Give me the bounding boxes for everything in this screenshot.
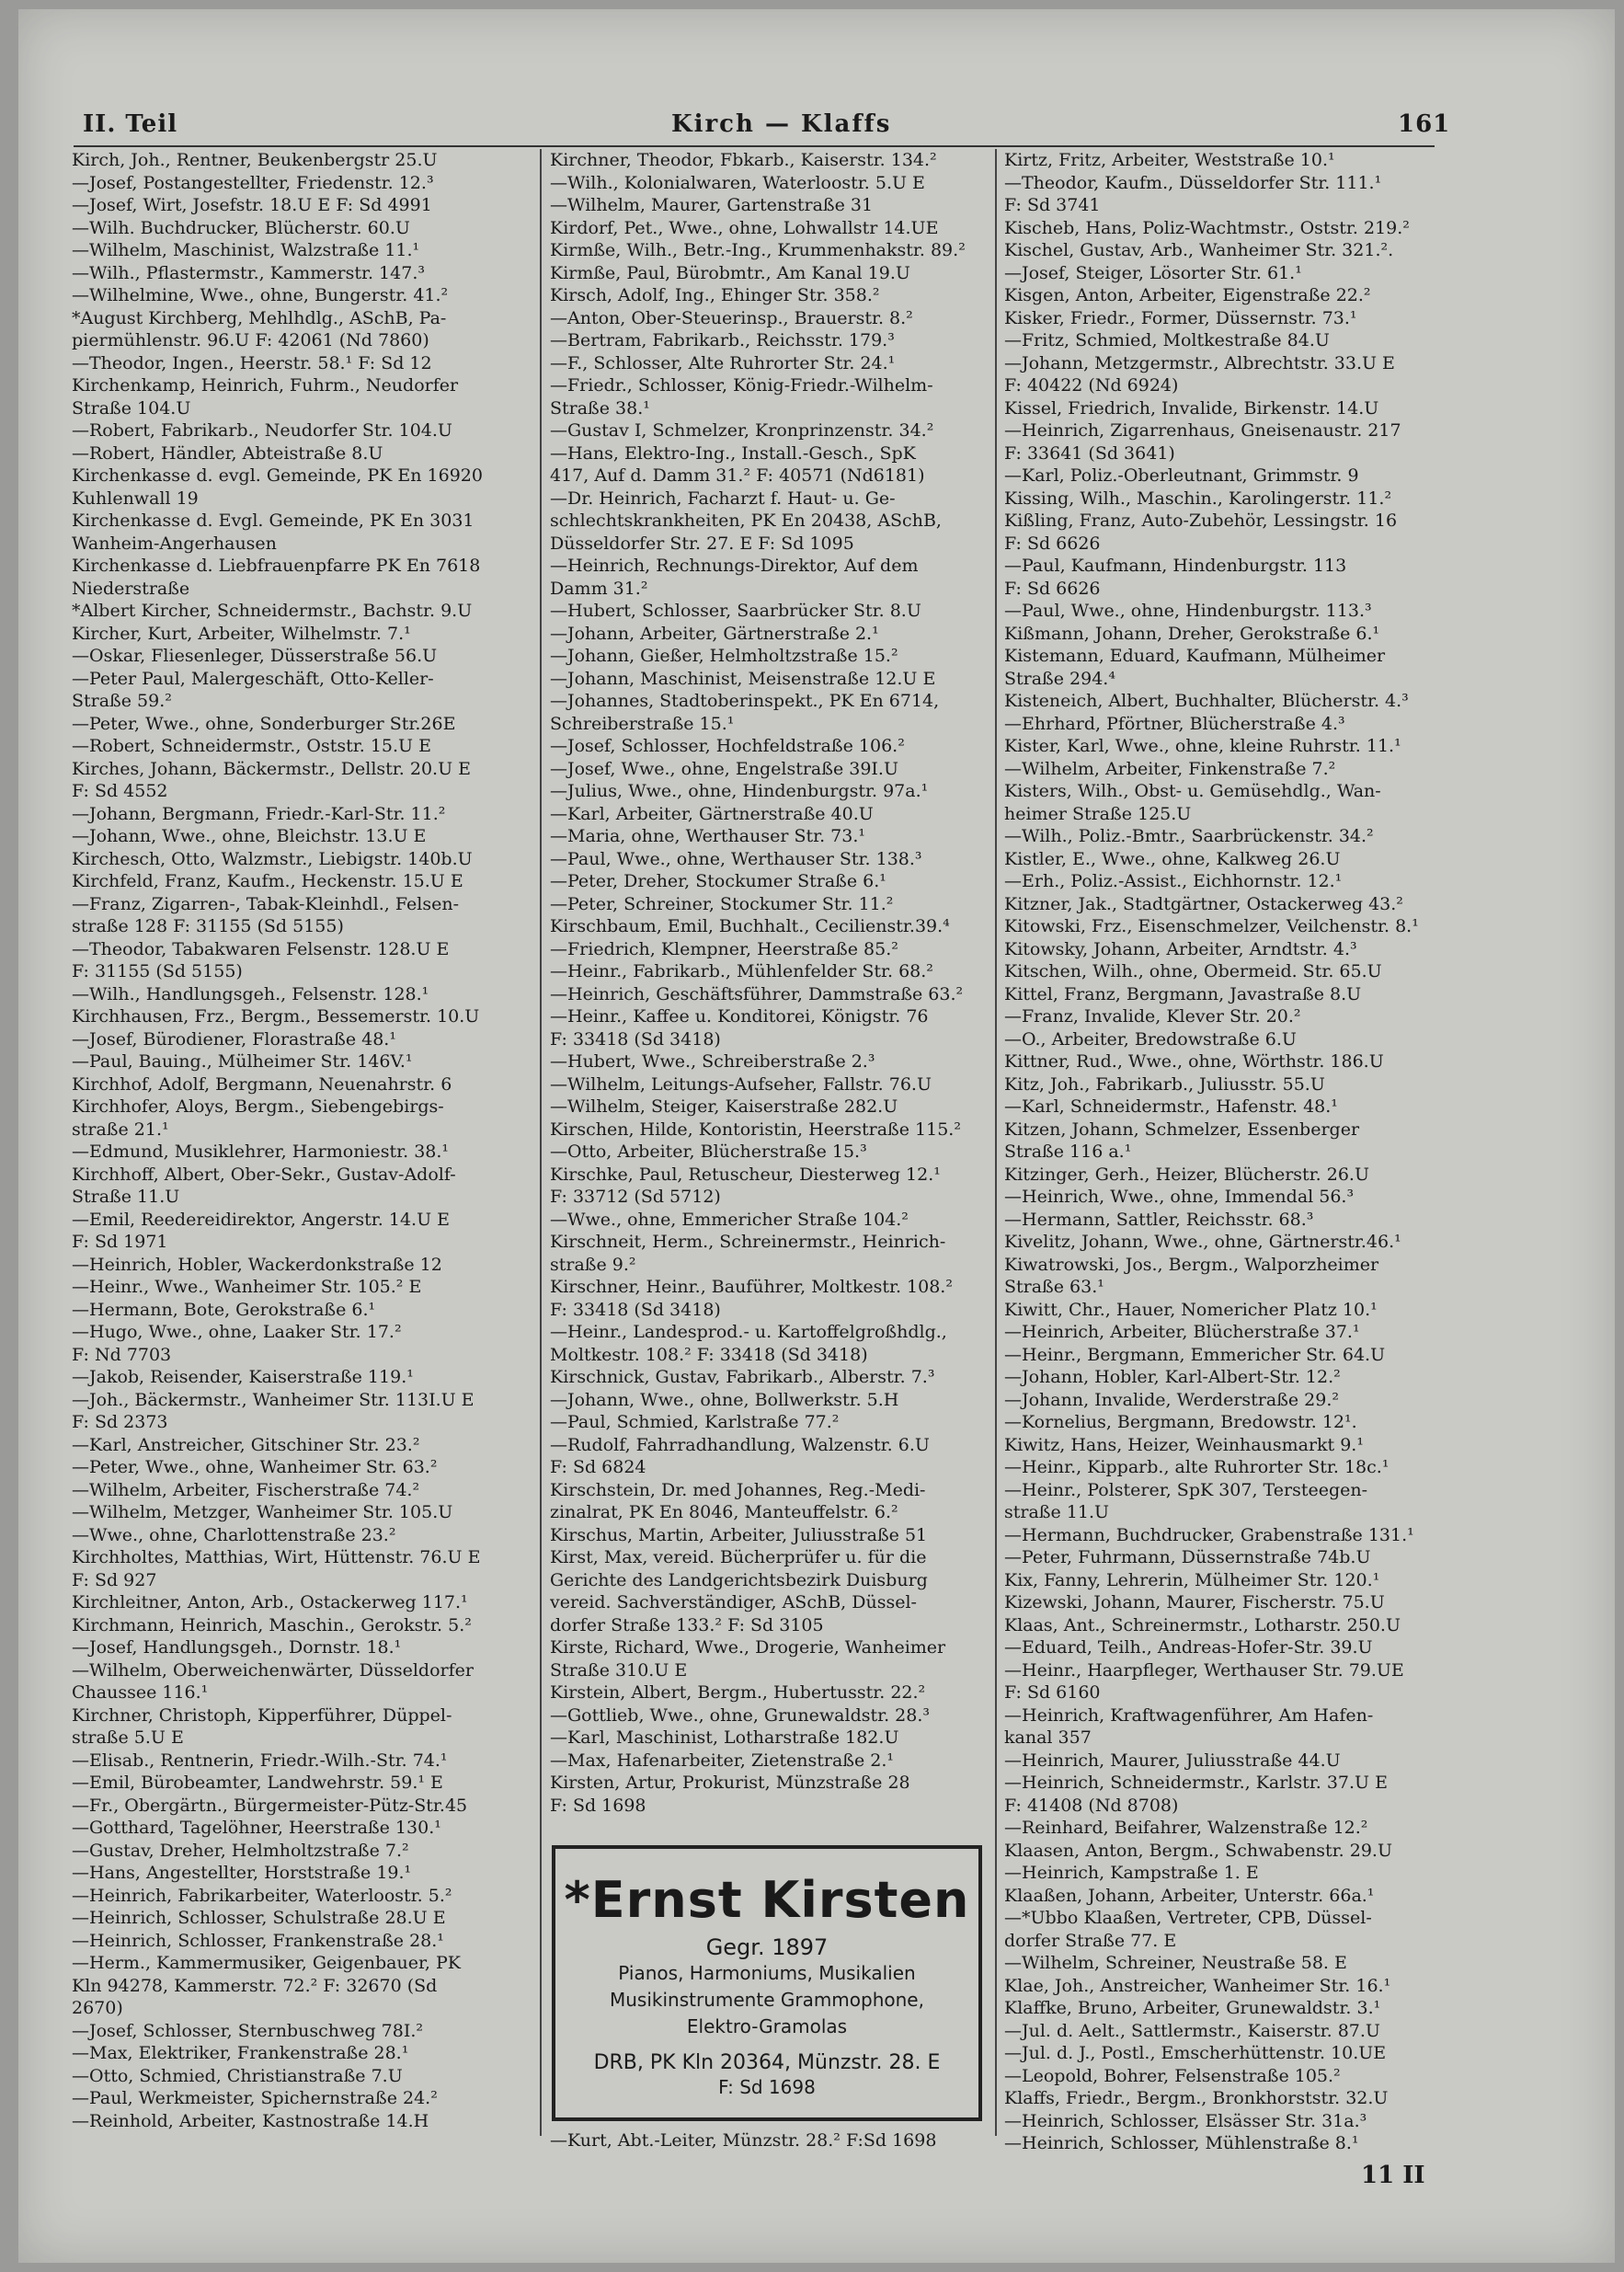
directory-entry-line: Kuhlenwall 19 [72,488,199,509]
directory-entry-line: —Wilhelm, Steiger, Kaiserstraße 282.U [550,1096,898,1117]
directory-entry-line: Kirchfeld, Franz, Kaufm., Heckenstr. 15.U E [72,871,463,891]
directory-entry-line: —Gottlieb, Wwe., ohne, Grunewaldstr. 28.³ [550,1704,931,1726]
column-divider [995,149,997,2136]
directory-entry-line: Kirschbaum, Emil, Buchhalt., Cecilienstr.39.⁴ [550,916,950,936]
directory-entry-line: Kittner, Rud., Wwe., ohne, Wörthstr. 186.U [1004,1051,1384,1072]
directory-entry-line: —Gotthard, Tagelöhner, Heerstraße 130.¹ [72,1818,441,1838]
directory-entry-line: —Wilh. Buchdrucker, Blücherstr. 60.U [72,217,410,238]
directory-entry-line: —Heinrich, Kraftwagenführer, Am Hafen- [1004,1704,1374,1726]
directory-entry-line: Kischeb, Hans, Poliz-Wachtmstr., Oststr. 219.² [1004,217,1410,238]
directory-entry-line: Kitschen, Wilh., ohne, Obermeid. Str. 65.U [1004,961,1382,981]
directory-entry-line: F: Sd 6626 [1004,578,1101,599]
directory-entry-line: —Gustav, Dreher, Helmholtzstraße 7.² [72,1840,409,1861]
directory-entry-line: —Elisab., Rentnerin, Friedr.-Wilh.-Str. 74.¹ [72,1750,448,1771]
directory-entry-line: —Wilhelm, Leitungs-Aufseher, Fallstr. 76.U [550,1073,932,1095]
directory-page [18,9,1615,2263]
directory-entry-line: —Edmund, Musiklehrer, Harmoniestr. 38.¹ [72,1142,450,1162]
directory-entry-line: —O., Arbeiter, Bredowstraße 6.U [1004,1028,1297,1050]
directory-entry-line: —Robert, Händler, Abteistraße 8.U [72,442,383,464]
directory-entry-line: Kitowsky, Johann, Arbeiter, Arndtstr. 4.³ [1004,938,1357,959]
page-part-label: II. Teil [83,110,178,138]
directory-entry-line: —Theodor, Tabakwaren Felsenstr. 128.U E [72,938,450,959]
directory-entry-line: Kircher, Kurt, Arbeiter, Wilhelmstr. 7.¹ [72,623,411,644]
directory-entry-line: Kischel, Gustav, Arb., Wanheimer Str. 321.². [1004,240,1394,260]
directory-entry-line: —Karl, Anstreicher, Gitschiner Str. 23.² [72,1434,420,1455]
directory-entry-line: —Anton, Ober-Steuerinsp., Brauerstr. 8.² [550,307,913,328]
directory-entry-line: dorfer Straße 77. E [1004,1930,1177,1951]
directory-entry-line: Damm 31.² [550,578,648,599]
column-divider [540,149,542,2136]
directory-entry-line: Kirst, Max, vereid. Bücherprüfer u. für die [550,1547,927,1567]
directory-entry-line: Kirdorf, Pet., Wwe., ohne, Lohwallstr 14.UE [550,217,939,238]
directory-entry-line: —Hans, Angestellter, Horststraße 19.¹ [72,1863,412,1883]
directory-entry-line: dorfer Straße 133.² F: Sd 3105 [550,1614,824,1635]
directory-entry-line: zinalrat, PK En 8046, Manteuffelstr. 6.² [550,1502,898,1522]
directory-entry-line: —Heinrich, Fabrikarbeiter, Waterloostr. 5.² [72,1885,452,1906]
directory-entry-line: —Johann, Arbeiter, Gärtnerstraße 2.¹ [550,623,879,644]
directory-entry-line: —Johannes, Stadtoberinspekt., PK En 6714, [550,691,940,711]
directory-entry-line: heimer Straße 125.U [1004,803,1192,824]
directory-entry-line: Kittel, Franz, Bergmann, Javastraße 8.U [1004,983,1362,1004]
directory-entry-line: straße 11.U [1004,1502,1109,1522]
directory-entry-line: Kirchhofer, Aloys, Bergm., Siebengebirgs- [72,1096,444,1117]
directory-entry-line: Kissel, Friedrich, Invalide, Birkenstr. 14.U [1004,397,1379,419]
directory-entry-line: Kirste, Richard, Wwe., Drogerie, Wanheimer [550,1637,946,1658]
directory-entry-line: —F., Schlosser, Alte Ruhrorter Str. 24.¹ [550,352,896,373]
directory-entry-line: Klaas, Ant., Schreinermstr., Lotharstr. 250.U [1004,1614,1401,1635]
directory-entry-line: —Josef, Schlosser, Sternbuschweg 78I.² [72,2020,424,2041]
directory-entry-line: —Heinrich, Maurer, Juliusstraße 44.U [1004,1750,1341,1771]
directory-entry-line: Kisgen, Anton, Arbeiter, Eigenstraße 22.² [1004,285,1371,305]
directory-entry-line: —Heinr., Bergmann, Emmericher Str. 64.U [1004,1344,1386,1365]
directory-entry-line: —Heinrich, Schlosser, Frankenstraße 28.¹ [72,1930,444,1951]
ad-line: Elektro-Gramolas [686,2015,848,2037]
directory-entry-line: Kirtz, Fritz, Arbeiter, Weststraße 10.¹ [1004,150,1335,170]
directory-entry-line: Klaasen, Anton, Bergm., Schwabenstr. 29.U [1004,1840,1392,1861]
directory-entry-line: Kißling, Franz, Auto-Zubehör, Lessingstr. 16 [1004,511,1398,531]
ad-line: Musikinstrumente Grammophone, [610,1989,924,2011]
directory-entry-line: —Oskar, Fliesenleger, Düsserstraße 56.U [72,646,438,666]
directory-entry-line: —Wilhelm, Metzger, Wanheimer Str. 105.U [72,1502,453,1522]
directory-entry-line: —Wilh., Poliz.-Bmtr., Saarbrückenstr. 34.² [1004,826,1374,846]
directory-entry-line: F: Nd 7703 [72,1344,172,1365]
directory-entry-line: —Heinrich, Wwe., ohne, Immendal 56.³ [1004,1187,1355,1207]
directory-entry-line: F: 31155 (Sd 5155) [72,961,243,981]
directory-entry-line: Kitzen, Johann, Schmelzer, Essenberger [1004,1119,1360,1140]
directory-entry-line: —Wilh., Handlungsgeh., Felsenstr. 128.¹ [72,983,429,1004]
directory-entry-line: Schreiberstraße 15.¹ [550,713,735,734]
directory-entry-line: Kitowski, Frz., Eisenschmelzer, Veilchenstr. 8.¹ [1004,916,1419,936]
directory-entry-line: Chaussee 116.¹ [72,1682,209,1703]
directory-entry-line: straße 5.U E [72,1727,184,1748]
directory-entry-line: —Herm., Kammermusiker, Geigenbauer, PK [72,1953,461,1973]
directory-entry-line: 417, Auf d. Damm 31.² F: 40571 (Nd6181) [550,465,925,486]
directory-entry-line: —Hugo, Wwe., ohne, Laaker Str. 17.² [72,1322,402,1342]
directory-entry-line: —Wilhelm, Oberweichenwärter, Düsseldorfer [72,1659,474,1681]
directory-entry-line: —Karl, Poliz.-Oberleutnant, Grimmstr. 9 [1004,465,1359,486]
directory-entry-line: —Heinrich, Hobler, Wackerdonkstraße 12 [72,1254,442,1275]
directory-entry-line: Kissing, Wilh., Maschin., Karolingerstr. 11.² [1004,488,1392,509]
directory-entry-line: —Joh., Bäckermstr., Wanheimer Str. 113I.U E [72,1389,475,1410]
directory-entry-line: —Peter, Wwe., ohne, Sonderburger Str.26E [72,713,456,734]
directory-entry-line: Gerichte des Landgerichtsbezirk Duisburg [550,1569,928,1590]
directory-entry-line: F: Sd 6626 [1004,533,1101,554]
directory-entry-line: Straße 59.² [72,691,172,711]
directory-entry-line: —Karl, Arbeiter, Gärtnerstraße 40.U [550,803,874,824]
ad-founded: Gegr. 1897 [705,1934,829,1960]
directory-entry-line: —Heinrich, Schlosser, Schulstraße 28.U E [72,1908,446,1928]
directory-entry-line: F: Sd 1698 [550,1795,646,1816]
directory-entry-line: Straße 104.U [72,397,191,419]
directory-entry-line: Kirsch, Adolf, Ing., Ehinger Str. 358.² [550,285,880,305]
directory-entry-line: Kirchner, Christoph, Kipperführer, Düppel- [72,1704,452,1726]
directory-entry-line: —Robert, Fabrikarb., Neudorfer Str. 104.U [72,420,452,441]
directory-entry-line: —Wwe., ohne, Charlottenstraße 23.² [72,1524,396,1545]
directory-entry-line: —Heinr., Landesprod.- u. Kartoffelgroßhdlg., [550,1322,947,1342]
directory-entry-line: —Wilhelmine, Wwe., ohne, Bungerstr. 41.² [72,285,449,305]
directory-entry-line: Kißmann, Johann, Dreher, Gerokstraße 6.¹ [1004,623,1380,644]
directory-entry-line: —Peter, Fuhrmann, Düssernstraße 74b.U [1004,1547,1371,1567]
directory-entry-line: Straße 116 a.¹ [1004,1142,1132,1162]
directory-entry-line: Moltkestr. 108.² F: 33418 (Sd 3418) [550,1344,868,1365]
directory-entry-line: piermühlenstr. 96.U F: 42061 (Nd 7860) [72,330,429,350]
directory-entry-line: —Erh., Poliz.-Assist., Eichhornstr. 12.¹ [1004,871,1343,891]
directory-entry-line: F: 40422 (Nd 6924) [1004,375,1179,396]
directory-entry-line: —Johann, Wwe., ohne, Bollwerkstr. 5.H [550,1389,899,1410]
directory-entry-line: Klaffke, Bruno, Arbeiter, Grunewaldstr. 3.¹ [1004,1998,1381,2018]
directory-entry-line: —*Ubbo Klaaßen, Vertreter, CPB, Düssel- [1004,1908,1372,1928]
directory-entry-line: —Heinrich, Kampstraße 1. E [1004,1863,1259,1883]
directory-entry-line: F: Sd 1971 [72,1232,168,1252]
directory-entry-line: —Jul. d. J., Postl., Emscherhüttenstr. 10.UE [1004,2043,1387,2063]
directory-entry-line: —Max, Elektriker, Frankenstraße 28.¹ [72,2043,409,2063]
directory-entry-line: —Heinr., Fabrikarb., Mühlenfelder Str. 68.² [550,961,933,981]
directory-entry-line: F: Sd 2373 [72,1412,168,1432]
directory-entry-line: —Heinrich, Rechnungs-Direktor, Auf dem [550,556,919,576]
directory-entry-line: —Franz, Invalide, Klever Str. 20.² [1004,1006,1301,1027]
page-number: 161 [1398,110,1451,138]
directory-entry-line: —Peter, Wwe., ohne, Wanheimer Str. 63.² [72,1457,438,1477]
directory-entry-line: Kisker, Friedr., Former, Düssernstr. 73.¹ [1004,307,1357,328]
directory-entry-line: Straße 310.U E [550,1659,688,1681]
directory-entry-line: Kiwatrowski, Jos., Bergm., Walporzheimer [1004,1254,1379,1275]
directory-entry-line: schlechtskrankheiten, PK En 20438, ASchB, [550,511,942,531]
directory-entry-line: —Heinr., Kaffee u. Konditorei, Königstr. 76 [550,1006,929,1027]
directory-entry-line: —Hubert, Wwe., Schreiberstraße 2.³ [550,1051,875,1072]
directory-entry-line: —Rudolf, Fahrradhandlung, Walzenstr. 6.U [550,1434,930,1455]
directory-entry-line: Straße 294.⁴ [1004,668,1115,689]
directory-entry-line: —Wilhelm, Schreiner, Neustraße 58. E [1004,1953,1347,1973]
directory-entry-line: Kirschen, Hilde, Kontoristin, Heerstraße 115.² [550,1119,961,1140]
directory-entry-line: Kitzner, Jak., Stadtgärtner, Ostackerweg 43.² [1004,893,1403,914]
directory-entry-line: —Max, Hafenarbeiter, Zietenstraße 2.¹ [550,1750,894,1771]
column-2 [550,149,1010,1817]
directory-entry-line: —Paul, Wwe., ohne, Hindenburgstr. 113.³ [1004,601,1372,621]
directory-entry-line: —Otto, Arbeiter, Blücherstraße 15.³ [550,1142,867,1162]
directory-entry: —Kurt, Abt.-Leiter, Münzstr. 28.² F:Sd 1698 [550,2130,937,2151]
directory-entry-line: —Robert, Schneidermstr., Oststr. 15.U E [72,736,431,756]
directory-entry-line: —Eduard, Teilh., Andreas-Hofer-Str. 39.U [1004,1637,1373,1658]
directory-entry-line: —Wilhelm, Maschinist, Walzstraße 11.¹ [72,240,420,260]
directory-entry-line: —Julius, Wwe., ohne, Hindenburgstr. 97a.¹ [550,781,929,801]
directory-entry-line: —Paul, Bauing., Mülheimer Str. 146V.¹ [72,1051,413,1072]
directory-entry-line: straße 21.¹ [72,1119,169,1140]
directory-entry-line: —Paul, Kaufmann, Hindenburgstr. 113 [1004,556,1347,576]
advertisement-box [552,1845,982,2121]
directory-entry-line: Kitzinger, Gerh., Heizer, Blücherstr. 26.U [1004,1164,1369,1185]
directory-entry-line: —Dr. Heinrich, Facharzt f. Haut- u. Ge- [550,488,896,509]
directory-entry-line: —Theodor, Kaufm., Düsseldorfer Str. 111.¹ [1004,172,1382,193]
ad-brand: *Ernst Kirsten [564,1871,970,1929]
directory-entry-line: F: 33641 (Sd 3641) [1004,442,1175,464]
directory-entry-line: —Theodor, Ingen., Heerstr. 58.¹ F: Sd 12 [72,352,432,373]
directory-entry-line: —Fritz, Schmied, Moltkestraße 84.U [1004,330,1330,350]
directory-entry-line: —Paul, Schmied, Karlstraße 77.² [550,1412,840,1432]
directory-entry-line: Straße 11.U [72,1187,180,1207]
directory-entry-line: Klaaßen, Johann, Arbeiter, Unterstr. 66a.¹ [1004,1885,1375,1906]
directory-entry-line: —Reinhold, Arbeiter, Kastnostraße 14.H [72,2110,429,2131]
directory-entry-line: —Ehrhard, Pförtner, Blücherstraße 4.³ [1004,713,1345,734]
directory-entry-line: —Leopold, Bohrer, Felsenstraße 105.² [1004,2065,1341,2086]
directory-entry-line: —Maria, ohne, Werthauser Str. 73.¹ [550,826,866,846]
directory-entry-line: —Josef, Wirt, Josefstr. 18.U E F: Sd 4991 [72,195,432,215]
directory-entry-line: —Wilhelm, Arbeiter, Fischerstraße 74.² [72,1479,420,1500]
directory-entry-line: Kirschke, Paul, Retuscheur, Diesterweg 12.¹ [550,1164,941,1185]
directory-entry-line: —Hubert, Schlosser, Saarbrücker Str. 8.U [550,601,921,621]
directory-entry-line: —Jakob, Reisender, Kaiserstraße 119.¹ [72,1367,414,1387]
directory-entry-line: Kisteneich, Albert, Buchhalter, Blücherstr. 4.³ [1004,691,1409,711]
directory-entry-line: vereid. Sachverständiger, ASchB, Düssel- [550,1592,917,1612]
directory-entry-line: —Hermann, Bote, Gerokstraße 6.¹ [72,1299,376,1320]
header-rule [74,145,1435,147]
directory-entry-line: Kirchhausen, Frz., Bergm., Bessemerstr. 10.U [72,1006,480,1027]
directory-entry-line: Niederstraße [72,578,190,599]
directory-entry-line: —Peter Paul, Malergeschäft, Otto-Keller- [72,668,434,689]
directory-entry-line: —Heinr., Polsterer, SpK 307, Tersteegen- [1004,1479,1368,1500]
directory-entry-line: —Heinrich, Schneidermstr., Karlstr. 37.U E [1004,1773,1388,1793]
directory-entry-line: —Hermann, Sattler, Reichsstr. 68.³ [1004,1209,1314,1230]
directory-entry-line: —Friedrich, Klempner, Heerstraße 85.² [550,938,898,959]
directory-entry-line: Kirschstein, Dr. med Johannes, Reg.-Medi- [550,1479,926,1500]
directory-entry-line: —Paul, Wwe., ohne, Werthauser Str. 138.³ [550,848,922,869]
directory-entry-line: straße 128 F: 31155 (Sd 5155) [72,916,344,936]
directory-entry-line: —Josef, Schlosser, Hochfeldstraße 106.² [550,736,905,756]
directory-entry-line: Kirchenkasse d. Liebfrauenpfarre PK En 7618 [72,556,481,576]
directory-entry-line: F: Sd 6160 [1004,1682,1101,1703]
directory-entry-line: Kirchenkamp, Heinrich, Fuhrm., Neudorfer [72,375,459,396]
directory-entry-line: Kivelitz, Johann, Wwe., ohne, Gärtnerstr.46.¹ [1004,1232,1401,1252]
directory-entry-line: —Josef, Steiger, Lösorter Str. 61.¹ [1004,262,1302,283]
directory-entry-line: —Johann, Wwe., ohne, Bleichstr. 13.U E [72,826,427,846]
directory-entry-line: Kizewski, Johann, Maurer, Fischerstr. 75.U [1004,1592,1385,1612]
directory-entry-line: Kirschus, Martin, Arbeiter, Juliusstraße 51 [550,1524,928,1545]
directory-entry-line: —Hans, Elektro-Ing., Install.-Gesch., SpK [550,442,916,464]
directory-entry-line: Kiwitz, Hans, Heizer, Weinhausmarkt 9.¹ [1004,1434,1364,1455]
directory-entry-line: F: Sd 4552 [72,781,168,801]
directory-entry-line: —Johann, Bergmann, Friedr.-Karl-Str. 11.² [72,803,446,824]
directory-entry-line: F: 33712 (Sd 5712) [550,1187,721,1207]
directory-entry-line: —Wwe., ohne, Emmericher Straße 104.² [550,1209,909,1230]
directory-entry-line: F: 33418 (Sd 3418) [550,1028,721,1050]
directory-entry-line: Klae, Joh., Anstreicher, Wanheimer Str. 16.¹ [1004,1975,1391,1996]
directory-entry-line: F: 41408 (Nd 8708) [1004,1795,1179,1816]
directory-entry-line: —Kornelius, Bergmann, Bredowstr. 12¹. [1004,1412,1357,1432]
directory-entry-line: Kirstein, Albert, Bergm., Hubertusstr. 22.² [550,1682,926,1703]
directory-entry-line: kanal 357 [1004,1727,1092,1748]
directory-entry-line: —Josef, Handlungsgeh., Dornstr. 18.¹ [72,1637,402,1658]
directory-entry-line: Kirchleitner, Anton, Arb., Ostackerweg 117.¹ [72,1592,468,1612]
directory-entry-line: Kirschner, Heinr., Bauführer, Moltkestr. 108.² [550,1277,953,1297]
directory-entry-line: —Karl, Schneidermstr., Hafenstr. 48.¹ [1004,1096,1338,1117]
directory-entry-line: Straße 38.¹ [550,397,650,419]
page-footer: 11 II [1361,2162,1425,2189]
directory-entry-line: 2670) [72,1998,123,2018]
directory-entry-line: Kirsten, Artur, Prokurist, Münzstraße 28 [550,1773,910,1793]
directory-entry-line: F: Sd 927 [72,1569,157,1590]
column-1 [72,149,532,2132]
directory-entry-line: F: Sd 6824 [550,1457,646,1477]
directory-entry-line: —Paul, Werkmeister, Spichernstraße 24.² [72,2088,438,2108]
directory-entry-line: —Heinrich, Schlosser, Elsässer Str. 31a.³ [1004,2110,1367,2131]
directory-entry-line: —Bertram, Fabrikarb., Reichsstr. 179.³ [550,330,895,350]
directory-entry-line: —Heinrich, Schlosser, Mühlenstraße 8.¹ [1004,2133,1359,2153]
directory-entry-line: —Johann, Invalide, Werderstraße 29.² [1004,1389,1340,1410]
directory-entry-line: —Emil, Reedereidirektor, Angerstr. 14.U E [72,1209,450,1230]
directory-entry-line: Kirchhoff, Albert, Ober-Sekr., Gustav-Adolf- [72,1164,456,1185]
directory-entry-line: —Josef, Postangestellter, Friedenstr. 12.³ [72,172,434,193]
directory-entry-line: —Peter, Schreiner, Stockumer Str. 11.² [550,893,894,914]
directory-entry-line: Kistler, E., Wwe., ohne, Kalkweg 26.U [1004,848,1341,869]
directory-entry-line: Straße 63.¹ [1004,1277,1104,1297]
directory-entry-line: —Wilhelm, Maurer, Gartenstraße 31 [550,195,874,215]
directory-entry-line: Kirchhof, Adolf, Bergmann, Neuenahrstr. 6 [72,1073,452,1095]
directory-entry-line: —Hermann, Buchdrucker, Grabenstraße 131.¹ [1004,1524,1414,1545]
directory-entry-line: —Johann, Hobler, Karl-Albert-Str. 12.² [1004,1367,1341,1387]
directory-entry-line: Kirchmann, Heinrich, Maschin., Gerokstr. 5.² [72,1614,472,1635]
directory-entry-line: straße 9.² [550,1254,636,1275]
directory-entry-line: Kirchner, Theodor, Fbkarb., Kaiserstr. 134.² [550,150,937,170]
directory-entry-line: —Fr., Obergärtn., Bürgermeister-Pütz-Str.45 [72,1795,468,1816]
directory-entry-line: Kirmße, Paul, Bürobmtr., Am Kanal 19.U [550,262,910,283]
directory-entry-line: —Heinr., Kipparb., alte Ruhrorter Str. 18c.¹ [1004,1457,1390,1477]
directory-entry-line: —Otto, Schmied, Christianstraße 7.U [72,2065,403,2086]
directory-entry-line: Kirmße, Wilh., Betr.-Ing., Krummenhakstr. 89.² [550,240,966,260]
directory-entry-line: —Gustav I, Schmelzer, Kronprinzenstr. 34.² [550,420,934,441]
directory-entry-line: Kitz, Joh., Fabrikarb., Juliusstr. 55.U [1004,1073,1325,1095]
directory-entry-line: F: Sd 3741 [1004,195,1101,215]
directory-entry-line: —Josef, Wwe., ohne, Engelstraße 39I.U [550,758,898,779]
directory-entry-line: Kister, Karl, Wwe., ohne, kleine Ruhrstr. 11.¹ [1004,736,1401,756]
directory-entry-line: Kiwitt, Chr., Hauer, Nomericher Platz 10.¹ [1004,1299,1378,1320]
directory-entry-line: Kirchesch, Otto, Walzmstr., Liebigstr. 140b.U [72,848,473,869]
directory-entry-line: Kirches, Johann, Bäckermstr., Dellstr. 20.U E [72,758,471,779]
directory-entry-line: —Jul. d. Aelt., Sattlermstr., Kaiserstr. 87.U [1004,2020,1380,2041]
directory-entry-line: —Wilh., Pflastermstr., Kammerstr. 147.³ [72,262,425,283]
directory-entry-line: Kirch, Joh., Rentner, Beukenbergstr 25.U [72,150,438,170]
directory-entry-line: Kirschnick, Gustav, Fabrikarb., Alberstr. 7.³ [550,1367,935,1387]
directory-entry-line: *Albert Kircher, Schneidermstr., Bachstr. 9.U [72,601,473,621]
directory-entry-line: Kisters, Wilh., Obst- u. Gemüsehdlg., Wan- [1004,781,1381,801]
directory-entry-line: —Franz, Zigarren-, Tabak-Kleinhdl., Felsen- [72,893,459,914]
directory-entry-line: —Johann, Gießer, Helmholtzstraße 15.² [550,646,898,666]
directory-entry-line: Kirchenkasse d. evgl. Gemeinde, PK En 16920 [72,465,483,486]
ad-phone: F: Sd 1698 [718,2076,816,2098]
directory-entry-line: Klaffs, Friedr., Bergm., Bronkhorststr. 32.U [1004,2088,1389,2108]
directory-entry-line: *August Kirchberg, Mehlhdlg., ASchB, Pa- [72,307,447,328]
directory-entry-line: —Wilhelm, Arbeiter, Finkenstraße 7.² [1004,758,1336,779]
directory-entry-line: —Heinrich, Arbeiter, Blücherstraße 37.¹ [1004,1322,1360,1342]
ad-address: DRB, PK Kln 20364, Münzstr. 28. E [593,2051,941,2074]
directory-entry-line: Wanheim-Angerhausen [72,533,277,554]
directory-entry-line: —Karl, Maschinist, Lotharstraße 182.U [550,1727,899,1748]
directory-entry-line: —Emil, Bürobeamter, Landwehrstr. 59.¹ E [72,1773,443,1793]
ad-line: Pianos, Harmoniums, Musikalien [618,1962,916,1984]
column-3 [1004,149,1455,2155]
directory-entry-line: —Josef, Bürodiener, Florastraße 48.¹ [72,1028,396,1050]
directory-entry-line: Kistemann, Eduard, Kaufmann, Mülheimer [1004,646,1386,666]
directory-entry-line: —Johann, Maschinist, Meisenstraße 12.U E [550,668,936,689]
directory-entry-line: —Heinrich, Zigarrenhaus, Gneisenaustr. 217 [1004,420,1401,441]
directory-entry-line: —Heinr., Wwe., Wanheimer Str. 105.² E [72,1277,422,1297]
directory-entry-line: —Friedr., Schlosser, König-Friedr.-Wilhelm- [550,375,933,396]
directory-entry-line: —Wilh., Kolonialwaren, Waterloostr. 5.U E [550,172,925,193]
directory-entry-line: Kix, Fanny, Lehrerin, Mülheimer Str. 120.¹ [1004,1569,1380,1590]
directory-entry-line: F: 33418 (Sd 3418) [550,1299,721,1320]
directory-entry-line: Kirschneit, Herm., Schreinermstr., Heinrich- [550,1232,946,1252]
directory-entry-line: —Peter, Dreher, Stockumer Straße 6.¹ [550,871,886,891]
directory-entry-line: Kirchholtes, Matthias, Wirt, Hüttenstr. 76.U E [72,1547,481,1567]
directory-entry-line: —Reinhard, Beifahrer, Walzenstraße 12.² [1004,1818,1368,1838]
directory-entry-line: —Heinrich, Geschäftsführer, Dammstraße 63.² [550,983,964,1004]
directory-entry-line: —Heinr., Haarpfleger, Werthauser Str. 79.UE [1004,1659,1404,1681]
directory-entry-line: Düsseldorfer Str. 27. E F: Sd 1095 [550,533,854,554]
directory-entry-line: Kirchenkasse d. Evgl. Gemeinde, PK En 3031 [72,511,475,531]
directory-entry-line: Kln 94278, Kammerstr. 72.² F: 32670 (Sd [72,1975,438,1996]
page-range-title: Kirch — Klaffs [671,110,892,138]
directory-entry-line: —Johann, Metzgermstr., Albrechtstr. 33.U E [1004,352,1395,373]
